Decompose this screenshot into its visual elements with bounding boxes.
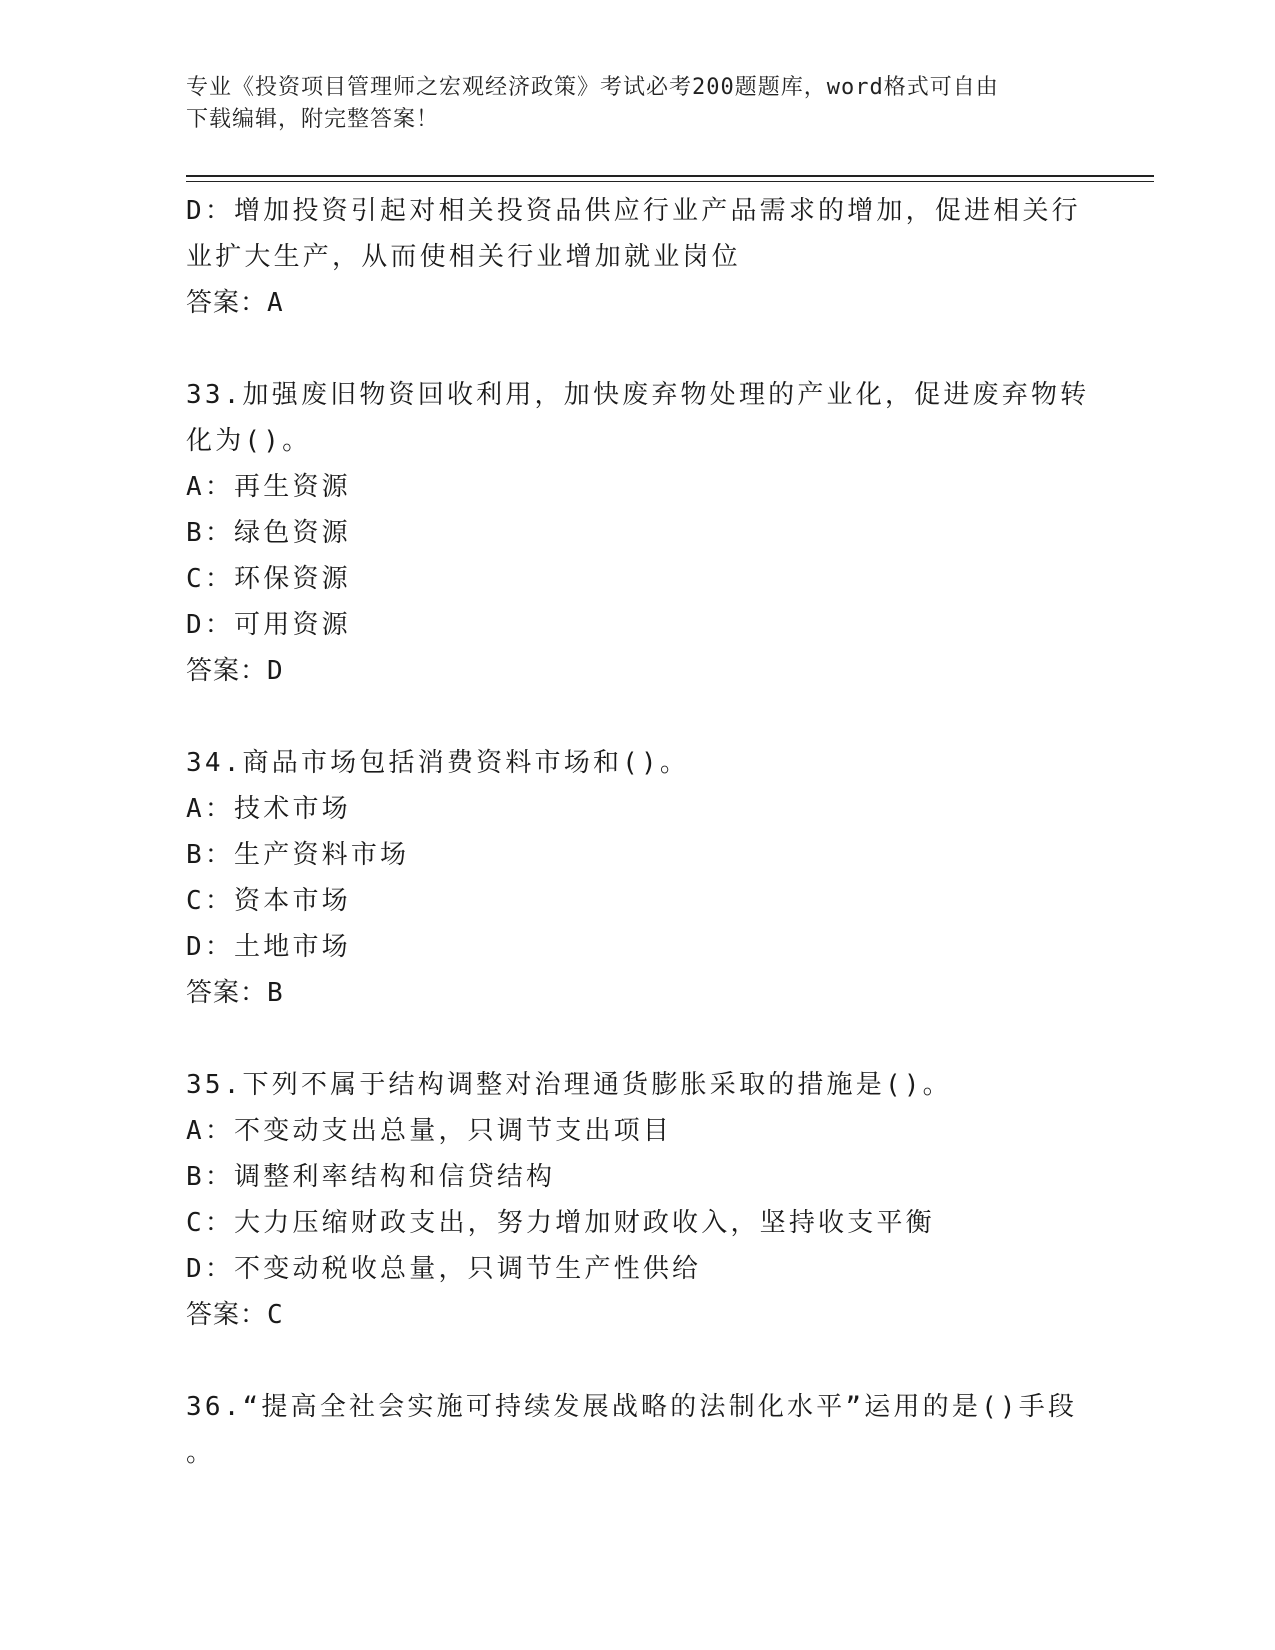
question-block-32 <box>186 188 1086 326</box>
question-text: 33.加强废旧物资回收利用，加快废弃物处理的产业化，促进废弃物转 <box>186 380 1090 410</box>
header-line-1: 专业《投资项目管理师之宏观经济政策》考试必考200题题库，word格式可自由 <box>186 75 999 100</box>
answer-line: 答案：C <box>186 1300 284 1330</box>
option-d: D：可用资源 <box>186 610 351 640</box>
option-c: C：大力压缩财政支出，努力增加财政收入，坚持收支平衡 <box>186 1208 935 1238</box>
option-a: A：不变动支出总量，只调节支出项目 <box>186 1116 673 1146</box>
question-block-34 <box>186 740 1086 1016</box>
question-text-continued: 。 <box>186 1438 216 1468</box>
option-b: B：调整利率结构和信贷结构 <box>186 1162 556 1192</box>
option-d-continued: 业扩大生产，从而使相关行业增加就业岗位 <box>186 242 741 272</box>
answer-line: 答案：B <box>186 978 284 1008</box>
block-spacer <box>186 694 1086 740</box>
option-a: A：再生资源 <box>186 472 351 502</box>
block-spacer <box>186 326 1086 372</box>
question-text: 36.“提高全社会实施可持续发展战略的法制化水平”运用的是()手段 <box>186 1392 1078 1422</box>
answer-line: 答案：A <box>186 288 284 318</box>
document-body <box>186 188 1090 1476</box>
option-d: D：增加投资引起对相关投资品供应行业产品需求的增加，促进相关行 <box>186 196 1081 226</box>
option-a: A：技术市场 <box>186 794 351 824</box>
question-block-35 <box>186 1062 1086 1338</box>
option-d: D：土地市场 <box>186 932 351 962</box>
option-d: D：不变动税收总量，只调节生产性供给 <box>186 1254 702 1284</box>
header-line-2: 下载编辑，附完整答案！ <box>186 107 440 132</box>
question-block-36 <box>186 1384 1086 1476</box>
option-b: B：生产资料市场 <box>186 840 410 870</box>
header-rule-thin <box>186 181 1154 182</box>
question-text: 34.商品市场包括消费资料市场和()。 <box>186 748 690 778</box>
answer-line: 答案：D <box>186 656 284 686</box>
option-c: C：环保资源 <box>186 564 351 594</box>
block-spacer <box>186 1338 1086 1384</box>
option-c: C：资本市场 <box>186 886 351 916</box>
option-b: B：绿色资源 <box>186 518 351 548</box>
document-header <box>186 72 1066 136</box>
question-block-33 <box>186 372 1090 694</box>
question-text: 35.下列不属于结构调整对治理通货膨胀采取的措施是()。 <box>186 1070 952 1100</box>
header-rule-thick <box>186 175 1154 177</box>
question-text-continued: 化为()。 <box>186 426 312 456</box>
block-spacer <box>186 1016 1086 1062</box>
